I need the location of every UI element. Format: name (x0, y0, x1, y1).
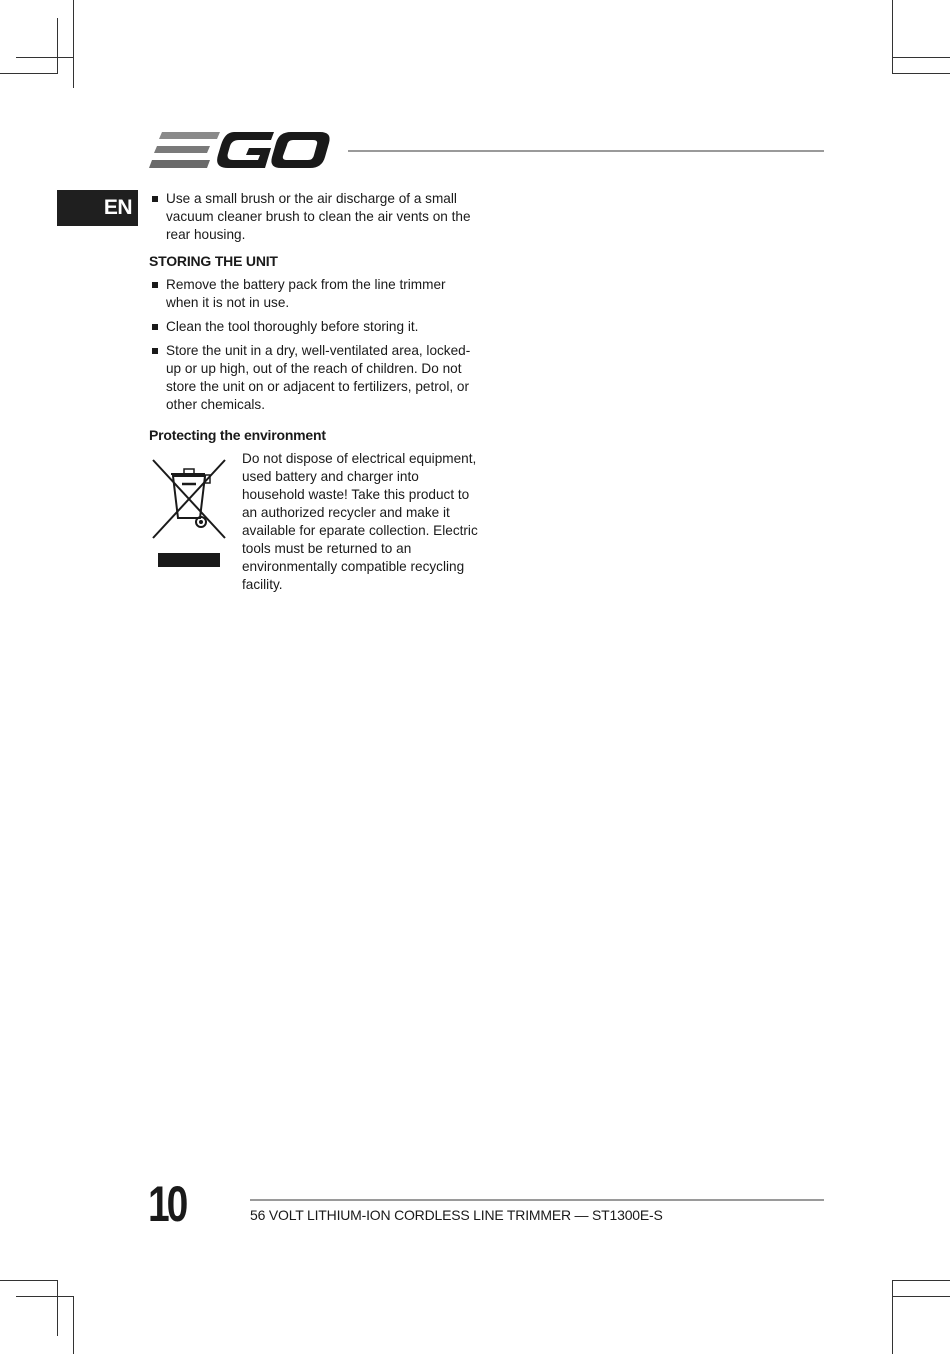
crop-mark (57, 1280, 58, 1336)
square-bullet-icon (152, 348, 158, 354)
crop-mark (0, 1280, 58, 1281)
crop-mark (892, 57, 950, 58)
main-content (149, 190, 479, 590)
page-number: 10 (148, 1176, 186, 1232)
maintenance-list (149, 190, 479, 244)
list-item: Store the unit in a dry, well-ventilated area, locked-up or up high, out of the reach of children. Do not store the unit on or adjacent to fertilizers, petrol, or other chemicals. (149, 342, 479, 414)
crop-mark (892, 1296, 950, 1297)
environment-block (149, 450, 479, 590)
crop-mark (16, 57, 74, 58)
crop-mark (57, 18, 58, 74)
crop-mark (73, 0, 74, 88)
list-item: Remove the battery pack from the line trimmer when it is not in use. (149, 276, 479, 312)
storing-list (149, 276, 479, 414)
section-heading-storing: STORING THE UNIT (149, 253, 278, 269)
crop-mark (892, 1280, 893, 1354)
ego-logo (148, 128, 332, 172)
environment-text: Do not dispose of electrical equipment, used battery and charger into household waste! Take this product to an authorized recycler and make it available for eparate collection. Electric tools must be returned to an environmentally compatible recycling facility. (242, 451, 478, 592)
language-tab: EN (57, 190, 138, 226)
square-bullet-icon (152, 282, 158, 288)
crop-mark (73, 1296, 74, 1354)
crop-mark (16, 1296, 74, 1297)
footer-rule (250, 1199, 824, 1201)
section-heading-environment: Protecting the environment (149, 427, 326, 443)
crossed-out-wheelie-bin-icon (151, 456, 227, 568)
square-bullet-icon (152, 196, 158, 202)
list-item: Clean the tool thoroughly before storing it. (149, 318, 479, 336)
header-rule (348, 150, 824, 152)
crop-mark (892, 0, 893, 74)
footer-title: 56 VOLT LITHIUM-ION CORDLESS LINE TRIMMER — ST1300E-S (250, 1207, 663, 1223)
square-bullet-icon (152, 324, 158, 330)
list-item: Use a small brush or the air discharge of a small vacuum cleaner brush to clean the air vents on the rear housing. (149, 190, 479, 244)
crop-mark (892, 1280, 950, 1281)
crop-mark (0, 73, 58, 74)
crop-mark (892, 73, 950, 74)
